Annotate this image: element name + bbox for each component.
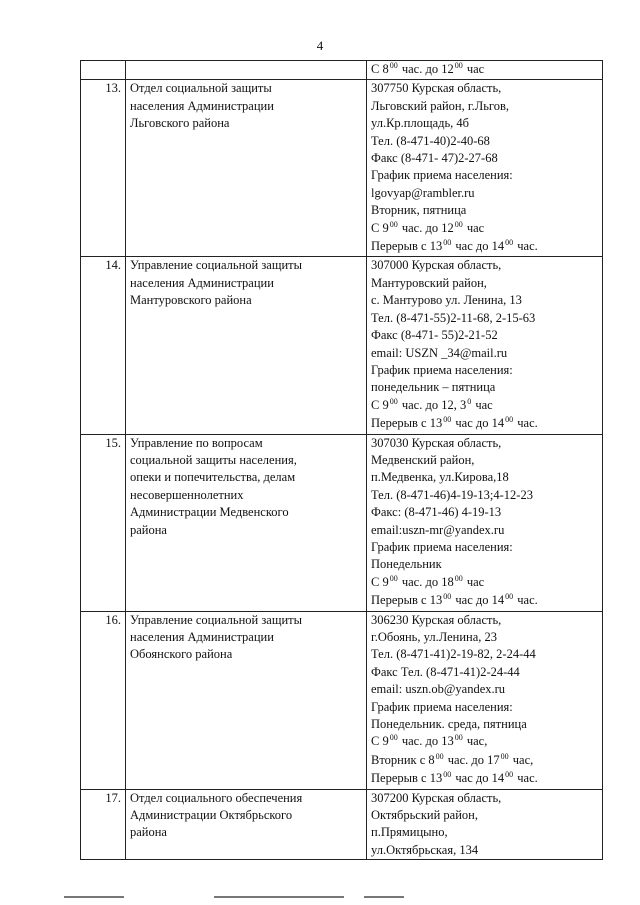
name-line: населения Администрации — [130, 98, 274, 113]
continuation-hours — [367, 61, 603, 80]
continuation-num-cell — [81, 61, 126, 80]
contact-line: г.Обоянь, ул.Ленина, 23 — [371, 630, 498, 644]
contact-line: Вторник, пятница — [371, 203, 467, 218]
name-line: Администрации Медвенского — [130, 505, 289, 520]
table-body — [81, 61, 603, 860]
contact-line: с. Мантурово ул. Ленина, 13 — [371, 293, 522, 308]
contact-line: 307030 Курская область, — [371, 435, 502, 450]
contact-line: ул.Октябрьская, 134 — [371, 842, 479, 857]
name-line: Мантуровского района — [130, 293, 252, 308]
row-number: 15. — [81, 434, 126, 611]
scan-mark — [214, 896, 344, 898]
contact-line: Тел. (8-471-55)2-11-68, 2-15-63 — [371, 310, 536, 325]
name-line: Обоянского района — [130, 647, 233, 662]
page-number: 4 — [316, 38, 324, 53]
contact-line: Перерыв с $13^{00}$ час до $14^{00}$ час. — [371, 415, 538, 431]
name-line: населения Администрации — [130, 275, 274, 290]
contact-line: Льговский район, г.Льгов, — [371, 98, 509, 113]
contact-line: Перерыв с $13^{00}$ час до $14^{00}$ час. — [371, 238, 538, 254]
name-line: района — [130, 522, 167, 537]
table-row — [81, 257, 603, 434]
table-row — [81, 434, 603, 611]
contact-line: С $9^{00}$ час. до $12^{00}$ час — [371, 219, 485, 235]
continuation-row — [81, 61, 603, 80]
contact-line: lgovyap@rambler.ru — [371, 185, 475, 200]
contact-info — [367, 789, 603, 860]
name-line: опеки и попечительства, делам — [130, 470, 296, 485]
contact-line: График приема населения: — [371, 699, 513, 714]
table-row — [81, 789, 603, 860]
row-number: 14. — [81, 257, 126, 434]
directory-table — [80, 60, 603, 860]
department-name — [126, 611, 367, 789]
contact-line: Перерыв с $13^{00}$ час до $14^{00}$ час. — [371, 770, 538, 786]
table-row — [81, 80, 603, 257]
contact-line: С $9^{00}$ час. до $13^{00}$ час, — [371, 733, 488, 749]
contact-line: Тел. (8-471-41)2-19-82, 2-24-44 — [371, 647, 536, 662]
name-line: Управление социальной защиты — [130, 258, 303, 273]
contact-line: Факс: (8-471-46) 4-19-13 — [371, 505, 502, 520]
name-line: Отдел социальной защиты — [130, 81, 272, 96]
contact-line: С $8^{00}$ час. до $12^{00}$ час — [371, 61, 485, 76]
contact-line: Перерыв с $13^{00}$ час до $14^{00}$ час. — [371, 592, 538, 608]
contact-line: 307200 Курская область, — [371, 790, 502, 805]
contact-line: Октябрьский район, — [371, 808, 478, 823]
name-line: Льговского района — [130, 116, 230, 131]
name-line: населения Администрации — [130, 630, 274, 644]
contact-line: Медвенский район, — [371, 452, 475, 467]
department-name — [126, 80, 367, 257]
contact-info — [367, 434, 603, 611]
contact-line: Понедельник. среда, пятница — [371, 717, 527, 732]
name-line: Управление по вопросам — [130, 435, 263, 450]
scan-mark — [364, 896, 404, 898]
scan-mark — [64, 896, 124, 898]
contact-line: п.Прямицыно, — [371, 825, 448, 840]
footer-scan-marks — [64, 896, 544, 902]
contact-line: Факс Тел. (8-471-41)2-24-44 — [371, 664, 520, 679]
contact-line: 307000 Курская область, — [371, 258, 502, 273]
name-line: несовершеннолетних — [130, 487, 244, 502]
contact-line: Мантуровский район, — [371, 275, 487, 290]
row-number: 13. — [81, 80, 126, 257]
name-line: Управление социальной защиты — [130, 612, 303, 627]
contact-info — [367, 611, 603, 789]
contact-line: Факс (8-471- 47)2-27-68 — [371, 151, 498, 166]
name-line: Администрации Октябрьского — [130, 808, 293, 823]
contact-line: email:uszn-mr@yandex.ru — [371, 522, 505, 537]
contact-line: ул.Кр.площадь, 4б — [371, 116, 470, 131]
department-name — [126, 257, 367, 434]
contact-line: График приема населения: — [371, 362, 513, 377]
department-name — [126, 789, 367, 860]
contact-line: email: USZN _34@mail.ru — [371, 345, 508, 360]
name-line: района — [130, 825, 167, 840]
contact-line: Понедельник — [371, 557, 442, 572]
contact-line: понедельник – пятница — [371, 380, 496, 395]
name-line: социальной защиты населения, — [130, 452, 297, 467]
table-row — [81, 611, 603, 789]
contact-line: С $9^{00}$ час. до 12, $3^0$ час — [371, 396, 493, 412]
contact-line: С $9^{00}$ час. до $18^{00}$ час — [371, 573, 485, 589]
row-number: 17. — [81, 789, 126, 860]
name-line: Отдел социального обеспечения — [130, 790, 303, 805]
contact-info — [367, 80, 603, 257]
contact-line: п.Медвенка, ул.Кирова,18 — [371, 470, 509, 485]
row-number: 16. — [81, 611, 126, 789]
contact-line: Вторник с $8^{00}$ час. до $17^{00}$ час, — [371, 751, 534, 767]
contact-line: Факс (8-471- 55)2-21-52 — [371, 328, 498, 343]
contact-line: 307750 Курская область, — [371, 81, 502, 96]
contact-line: График приема населения: — [371, 539, 513, 554]
contact-line: email: uszn.ob@yandex.ru — [371, 682, 506, 697]
contact-line: Тел. (8-471-46)4-19-13;4-12-23 — [371, 487, 533, 502]
contact-line: Тел. (8-471-40)2-40-68 — [371, 133, 490, 148]
contact-info — [367, 257, 603, 434]
contact-line: 306230 Курская область, — [371, 612, 502, 627]
department-name — [126, 434, 367, 611]
continuation-name-cell — [126, 61, 367, 80]
contact-line: График приема населения: — [371, 168, 513, 183]
